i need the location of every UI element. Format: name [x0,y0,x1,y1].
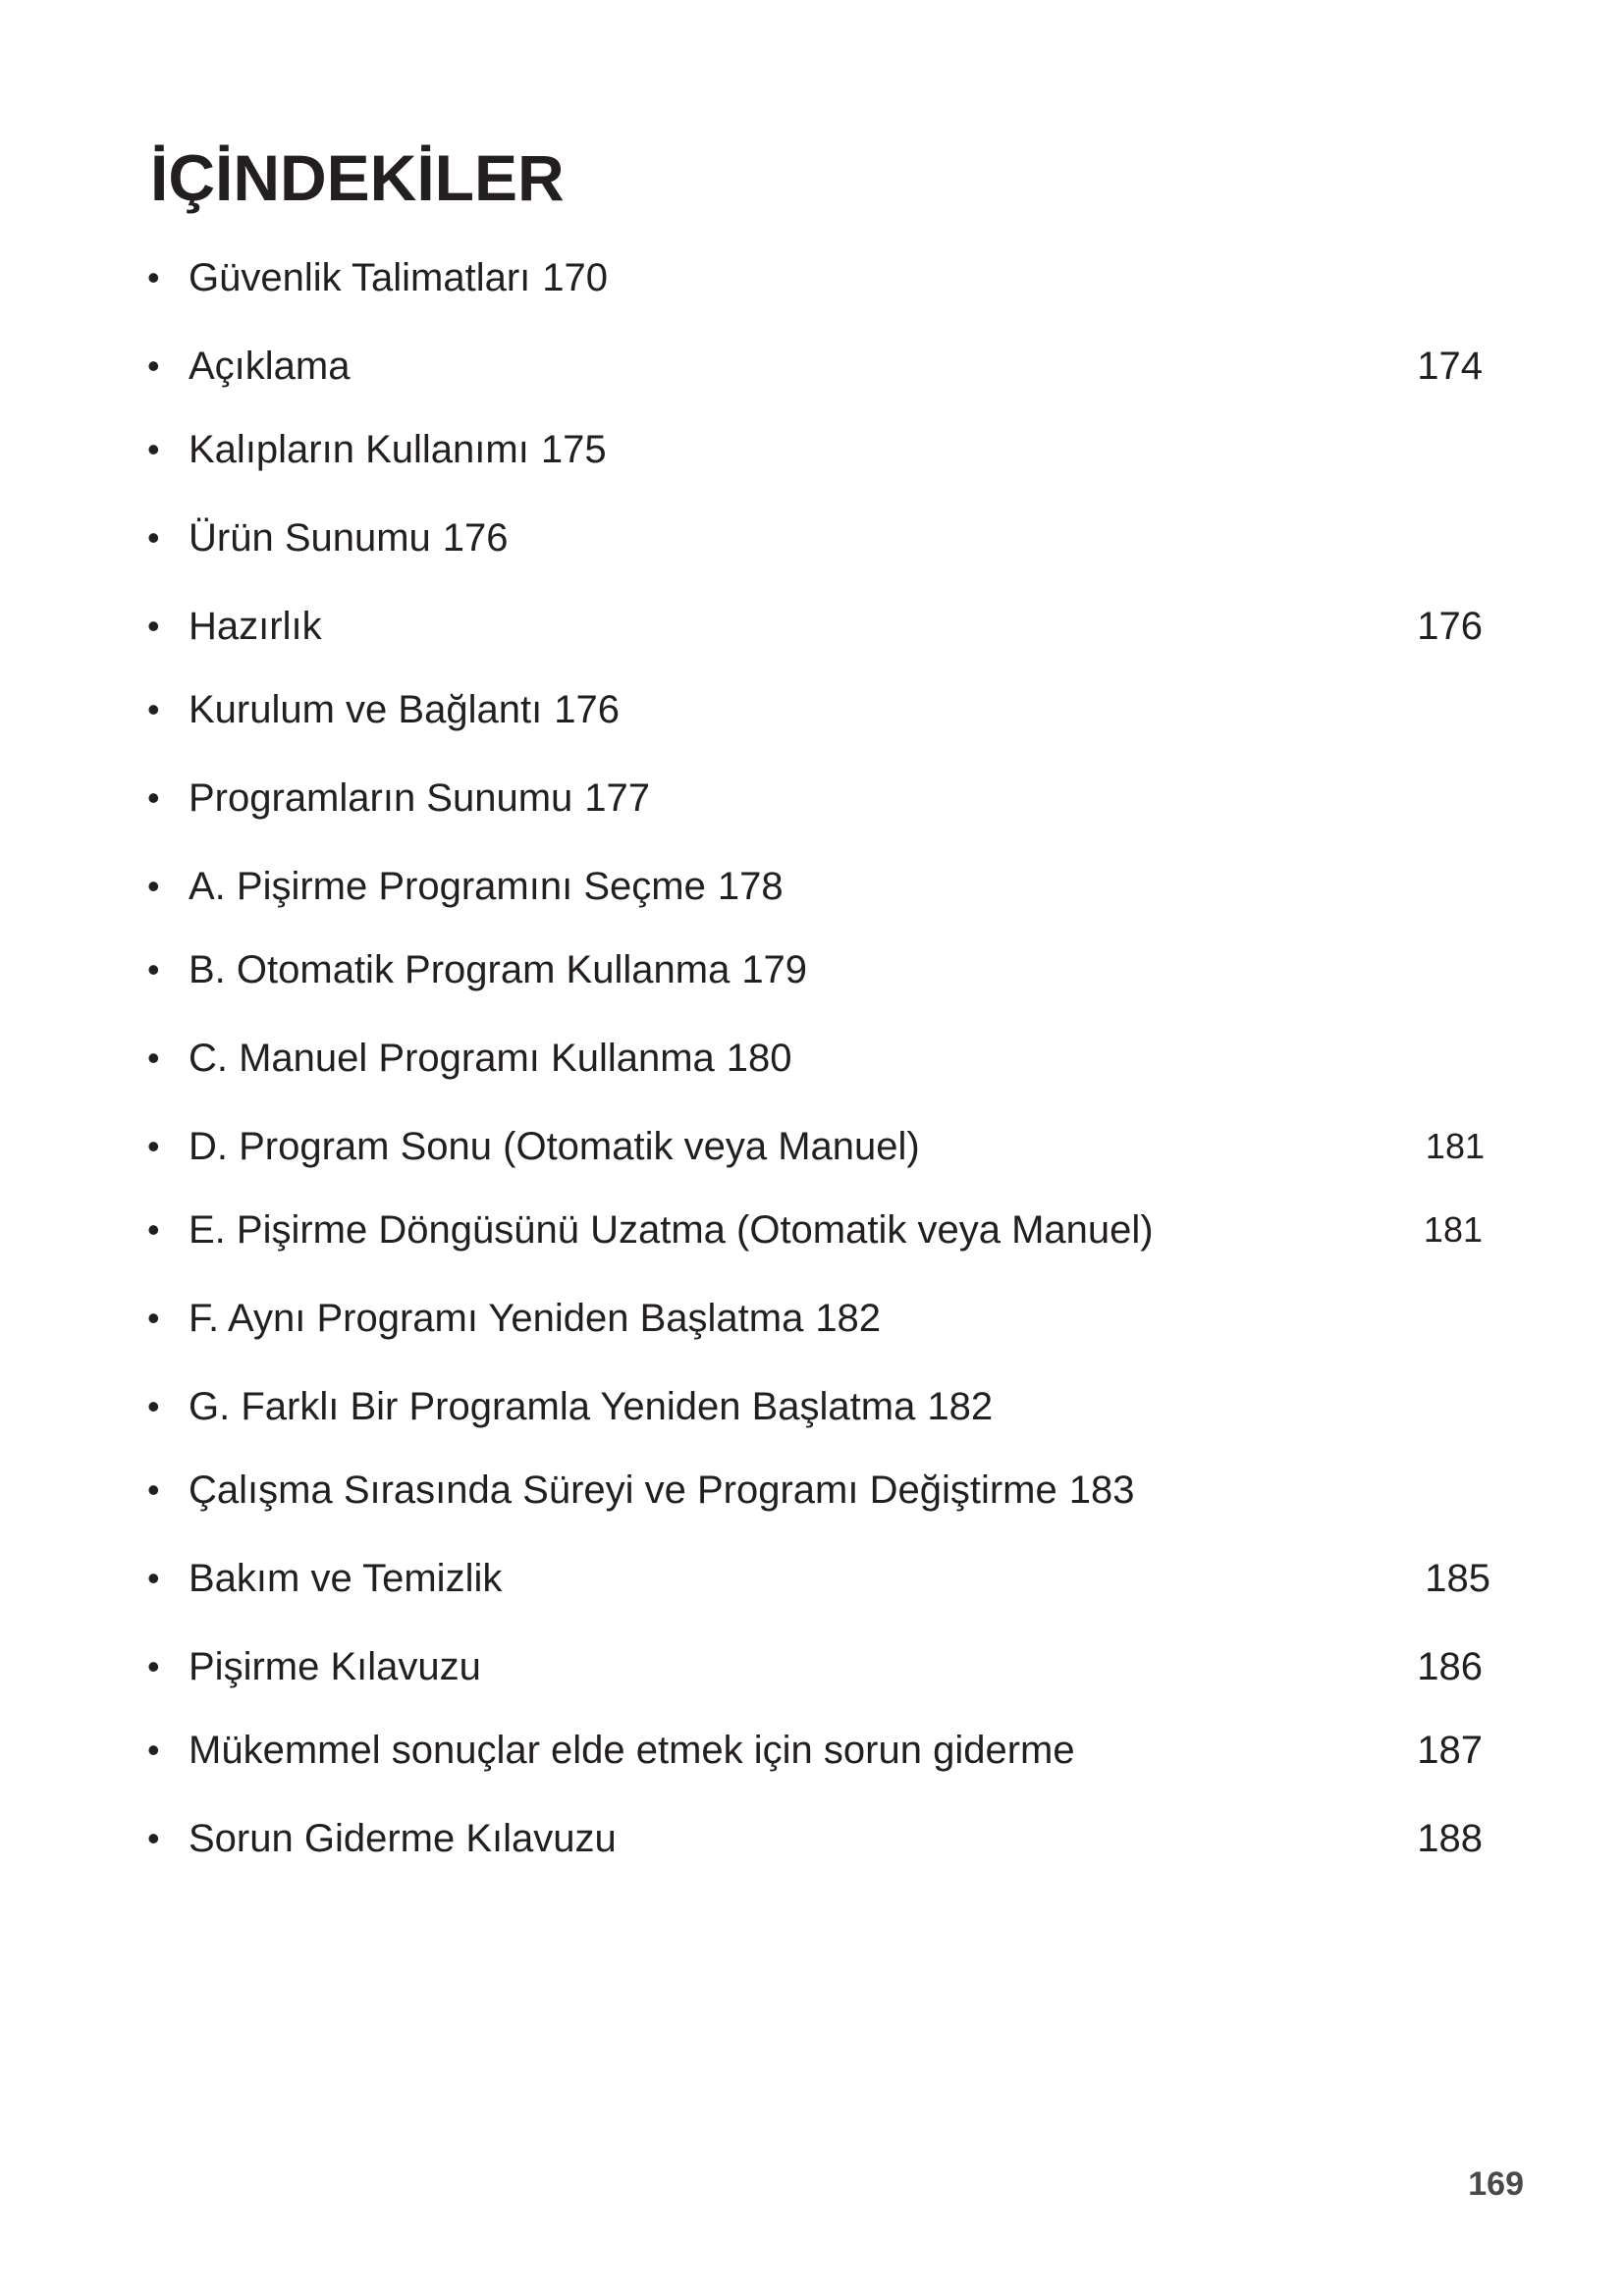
toc-entry-label: B. Otomatik Program Kullanma [189,948,731,991]
toc-entry [147,1377,1492,1436]
toc-entry-label: C. Manuel Programı Kullanma [189,1037,715,1080]
bullet-icon: • [147,866,160,906]
toc-entry-page: 176 [554,688,620,731]
bullet-icon: • [147,949,160,989]
toc-entry-page: 183 [1068,1468,1135,1512]
bullet-icon: • [147,1386,160,1426]
toc-entry-page: 188 [1417,1817,1483,1860]
toc-entry [147,508,1492,567]
toc-entry-page: 175 [540,428,607,471]
toc-entry-page: 185 [1425,1557,1490,1600]
toc-entry-label: Güvenlik Talimatları [189,256,531,299]
toc-entry-label: Çalışma Sırasında Süreyi ve Programı Değiştirme [189,1468,1057,1512]
bullet-icon: • [147,1126,160,1166]
bullet-icon: • [147,1558,160,1598]
bullet-icon: • [147,257,160,297]
toc-entry [147,1637,1492,1696]
toc-entry [147,1289,1492,1348]
bullet-icon: • [147,429,160,469]
bullet-icon: • [147,1818,160,1858]
page-title: İÇİNDEKİLER [150,141,565,214]
bullet-icon: • [147,1730,160,1770]
toc-entry-page: 182 [927,1385,994,1428]
toc-entry-label: Hazırlık [189,605,322,648]
toc-entry-label: Bakım ve Temizlik [189,1557,503,1600]
toc-entry-page: 181 [1423,1209,1483,1250]
toc-entry [147,420,1492,479]
toc-entry-page: 176 [442,516,509,560]
toc-entry [147,857,1492,916]
page-number: 169 [1468,2165,1524,2203]
bullet-icon: • [147,777,160,818]
toc-entry-label: Mükemmel sonuçlar elde etmek için sorun giderme [189,1729,1075,1772]
toc-entry-page: 187 [1417,1729,1483,1772]
bullet-icon: • [147,1209,160,1250]
toc-entry [147,769,1492,828]
toc-entry-label: Programların Sunumu [189,776,573,820]
bullet-icon: • [147,1469,160,1510]
toc-entry-label: Kalıpların Kullanımı [189,428,529,471]
toc-entry-page: 177 [584,776,651,820]
toc-entry-label: Kurulum ve Bağlantı [189,688,543,731]
toc-entry-page: 178 [717,865,784,908]
toc-entry-page: 179 [741,948,808,991]
toc-entry-label: D. Program Sonu (Otomatik veya Manuel) [189,1125,920,1168]
toc-entry-page: 176 [1417,605,1483,648]
toc-entry [147,597,1492,656]
bullet-icon: • [147,1038,160,1078]
toc-entry [147,1809,1492,1868]
toc-entry [147,680,1492,739]
toc-entry-page: 182 [815,1297,882,1340]
bullet-icon: • [147,346,160,386]
toc-entry-page: 181 [1425,1126,1485,1166]
toc-entry-label: G. Farklı Bir Programla Yeniden Başlatma [189,1385,916,1428]
toc-entry [147,940,1492,999]
toc-entry-label: F. Aynı Programı Yeniden Başlatma [189,1297,804,1340]
toc-entry [147,337,1492,396]
toc-entry [147,1549,1492,1608]
toc-entry [147,1029,1492,1088]
toc-entry-page: 186 [1417,1645,1483,1688]
toc-entry-label: Sorun Giderme Kılavuzu [189,1817,617,1860]
toc-entry-label: Pişirme Kılavuzu [189,1645,481,1688]
bullet-icon: • [147,517,160,558]
toc-entry [147,1201,1492,1259]
toc-entry-page: 174 [1417,345,1483,388]
toc-entry-label: A. Pişirme Programını Seçme [189,865,706,908]
toc-entry-label: E. Pişirme Döngüsünü Uzatma (Otomatik veya Manuel) [189,1208,1154,1252]
toc-entry-label: Ürün Sunumu [189,516,431,560]
bullet-icon: • [147,689,160,729]
toc-entry [147,1721,1492,1780]
toc-entry-label: Açıklama [189,345,351,388]
bullet-icon: • [147,1298,160,1338]
toc-entry-page: 170 [542,256,609,299]
toc-entry-page: 180 [726,1037,792,1080]
bullet-icon: • [147,606,160,646]
toc-entry [147,248,1492,307]
bullet-icon: • [147,1646,160,1686]
toc-entry [147,1117,1492,1176]
toc-entry [147,1461,1492,1520]
